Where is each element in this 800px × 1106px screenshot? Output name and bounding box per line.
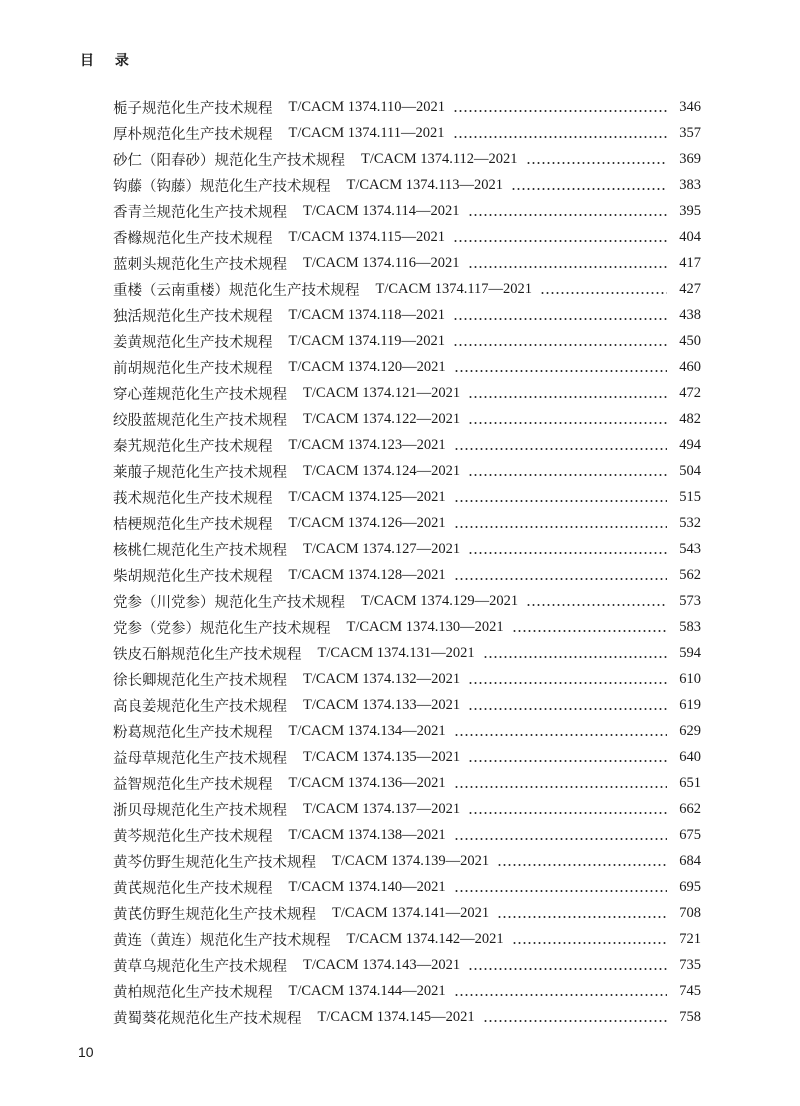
toc-entry-standard-code: T/CACM 1374.116—2021	[303, 254, 460, 271]
toc-entry-standard-code: T/CACM 1374.119—2021	[288, 332, 446, 349]
toc-entry-page-number: 427	[679, 280, 701, 297]
toc-entry-page-number: 369	[679, 150, 701, 167]
page-number: 10	[78, 1044, 94, 1060]
toc-entry-page-number: 383	[679, 176, 701, 193]
toc-entry[interactable]	[113, 952, 701, 978]
toc-entry-title: 党参（川党参）规范化生产技术规程	[113, 594, 345, 611]
toc-entry-title: 穿心莲规范化生产技术规程	[113, 386, 287, 403]
toc-entry-page-number: 721	[679, 930, 701, 947]
toc-entry[interactable]	[113, 926, 701, 952]
toc-entry-standard-code: T/CACM 1374.118—2021	[288, 306, 446, 323]
toc-entry-title: 绞股蓝规范化生产技术规程	[113, 412, 287, 429]
toc-entry-title: 栀子规范化生产技术规程	[113, 100, 273, 117]
toc-entry[interactable]	[113, 406, 701, 432]
toc-entry-standard-code: T/CACM 1374.110—2021	[288, 98, 446, 115]
toc-dot-leader	[497, 906, 667, 920]
toc-dot-leader	[454, 438, 667, 452]
toc-entry-title: 桔梗规范化生产技术规程	[113, 516, 273, 533]
toc-entry[interactable]	[113, 588, 701, 614]
toc-entry-title: 粉葛规范化生产技术规程	[113, 724, 273, 741]
toc-entry-title: 黄柏规范化生产技术规程	[113, 984, 273, 1001]
toc-entry-page-number: 532	[679, 514, 701, 531]
toc-entry[interactable]	[113, 94, 701, 120]
toc-entry-standard-code: T/CACM 1374.138—2021	[288, 826, 446, 843]
toc-dot-leader	[468, 698, 667, 712]
toc-entry-page-number: 610	[679, 670, 701, 687]
toc-entry-page-number: 460	[679, 358, 701, 375]
toc-entry-standard-code: T/CACM 1374.123—2021	[288, 436, 446, 453]
toc-entry-page-number: 562	[679, 566, 701, 583]
toc-entry-page-number: 494	[679, 436, 701, 453]
toc-entry-standard-code: T/CACM 1374.115—2021	[288, 228, 446, 245]
toc-dot-leader	[526, 152, 667, 166]
toc-entry-standard-code: T/CACM 1374.133—2021	[303, 696, 461, 713]
toc-entry[interactable]	[113, 978, 701, 1004]
toc-entry-standard-code: T/CACM 1374.131—2021	[317, 644, 475, 661]
toc-entry-standard-code: T/CACM 1374.113—2021	[346, 176, 504, 193]
toc-entry[interactable]	[113, 692, 701, 718]
toc-dot-leader	[453, 334, 667, 348]
toc-entry-title: 益智规范化生产技术规程	[113, 776, 273, 793]
toc-entry[interactable]	[113, 120, 701, 146]
toc-entry-standard-code: T/CACM 1374.127—2021	[303, 540, 461, 557]
toc-entry-page-number: 640	[679, 748, 701, 765]
toc-entry-title: 香青兰规范化生产技术规程	[113, 204, 287, 221]
toc-entry[interactable]	[113, 302, 701, 328]
toc-entry-standard-code: T/CACM 1374.144—2021	[288, 982, 446, 999]
toc-entry-page-number: 573	[679, 592, 701, 609]
toc-entry-page-number: 395	[679, 202, 701, 219]
toc-entry-standard-code: T/CACM 1374.117—2021	[375, 280, 533, 297]
toc-entry-page-number: 543	[679, 540, 701, 557]
toc-entry[interactable]	[113, 848, 701, 874]
toc-entry-standard-code: T/CACM 1374.129—2021	[361, 592, 519, 609]
toc-entry-standard-code: T/CACM 1374.143—2021	[303, 956, 461, 973]
toc-entry[interactable]	[113, 328, 701, 354]
toc-entry-standard-code: T/CACM 1374.111—2021	[288, 124, 445, 141]
toc-dot-leader	[453, 230, 667, 244]
toc-entry-title: 黄芪仿野生规范化生产技术规程	[113, 906, 316, 923]
toc-dot-leader	[454, 516, 667, 530]
toc-entry-standard-code: T/CACM 1374.140—2021	[288, 878, 446, 895]
toc-entry-standard-code: T/CACM 1374.112—2021	[361, 150, 518, 167]
toc-entry-standard-code: T/CACM 1374.132—2021	[303, 670, 461, 687]
toc-entry-page-number: 594	[679, 644, 701, 661]
toc-entry[interactable]	[113, 614, 701, 640]
toc-entry-title: 莪术规范化生产技术规程	[113, 490, 273, 507]
toc-entry-title: 柴胡规范化生产技术规程	[113, 568, 273, 585]
toc-dot-leader	[540, 282, 667, 296]
toc-entry[interactable]	[113, 718, 701, 744]
toc-entry-page-number: 357	[679, 124, 701, 141]
toc-entry[interactable]	[113, 822, 701, 848]
toc-dot-leader	[453, 126, 667, 140]
toc-entry-title: 重楼（云南重楼）规范化生产技术规程	[113, 282, 360, 299]
toc-dot-leader	[468, 802, 667, 816]
toc-dot-leader	[512, 620, 667, 634]
toc-dot-leader	[468, 958, 667, 972]
toc-entry-page-number: 472	[679, 384, 701, 401]
toc-entry[interactable]	[113, 484, 701, 510]
toc-entry[interactable]	[113, 874, 701, 900]
toc-dot-leader	[468, 750, 667, 764]
toc-entry-title: 黄连（黄连）规范化生产技术规程	[113, 932, 331, 949]
toc-dot-leader	[512, 932, 667, 946]
toc-entry-title: 蓝刺头规范化生产技术规程	[113, 256, 287, 273]
toc-entry-title: 黄芩规范化生产技术规程	[113, 828, 273, 845]
toc-entry[interactable]	[113, 146, 701, 172]
toc-dot-leader	[526, 594, 667, 608]
toc-entry[interactable]	[113, 510, 701, 536]
toc-entry-page-number: 708	[679, 904, 701, 921]
toc-entry-standard-code: T/CACM 1374.141—2021	[332, 904, 490, 921]
toc-entry[interactable]	[113, 1004, 701, 1030]
toc-entry-page-number: 482	[679, 410, 701, 427]
toc-dot-leader	[454, 828, 667, 842]
toc-dot-leader	[511, 178, 667, 192]
toc-entry-standard-code: T/CACM 1374.134—2021	[288, 722, 446, 739]
toc-dot-leader	[468, 386, 667, 400]
toc-dot-leader	[454, 724, 667, 738]
toc-dot-leader	[468, 542, 667, 556]
toc-dot-leader	[468, 464, 667, 478]
table-of-contents	[113, 94, 701, 1030]
toc-entry-standard-code: T/CACM 1374.124—2021	[303, 462, 461, 479]
toc-entry-title: 黄芪规范化生产技术规程	[113, 880, 273, 897]
toc-entry[interactable]	[113, 666, 701, 692]
toc-entry[interactable]	[113, 250, 701, 276]
toc-entry-title: 香橼规范化生产技术规程	[113, 230, 273, 247]
toc-entry-title: 浙贝母规范化生产技术规程	[113, 802, 287, 819]
toc-dot-leader	[483, 646, 667, 660]
toc-entry-page-number: 695	[679, 878, 701, 895]
toc-entry[interactable]	[113, 900, 701, 926]
toc-entry-standard-code: T/CACM 1374.136—2021	[288, 774, 446, 791]
page-title: 目 录	[80, 53, 137, 69]
toc-entry-page-number: 662	[679, 800, 701, 817]
toc-entry-page-number: 515	[679, 488, 701, 505]
toc-entry-title: 钩藤（钩藤）规范化生产技术规程	[113, 178, 331, 195]
toc-entry-title: 黄芩仿野生规范化生产技术规程	[113, 854, 316, 871]
toc-entry-page-number: 758	[679, 1008, 701, 1025]
toc-entry-standard-code: T/CACM 1374.128—2021	[288, 566, 446, 583]
toc-entry-title: 姜黄规范化生产技术规程	[113, 334, 273, 351]
toc-entry-page-number: 404	[679, 228, 701, 245]
toc-entry-title: 莱菔子规范化生产技术规程	[113, 464, 287, 481]
toc-dot-leader	[453, 100, 667, 114]
toc-entry-title: 黄蜀葵花规范化生产技术规程	[113, 1010, 302, 1027]
toc-entry-page-number: 583	[679, 618, 701, 635]
toc-entry[interactable]	[113, 640, 701, 666]
toc-entry-standard-code: T/CACM 1374.114—2021	[303, 202, 460, 219]
toc-entry-standard-code: T/CACM 1374.137—2021	[303, 800, 461, 817]
toc-dot-leader	[468, 256, 667, 270]
toc-entry-page-number: 735	[679, 956, 701, 973]
toc-entry-title: 党参（党参）规范化生产技术规程	[113, 620, 331, 637]
toc-entry[interactable]	[113, 432, 701, 458]
toc-dot-leader	[453, 308, 667, 322]
toc-entry-title: 厚朴规范化生产技术规程	[113, 126, 273, 143]
toc-entry-title: 秦艽规范化生产技术规程	[113, 438, 273, 455]
toc-entry-page-number: 438	[679, 306, 701, 323]
toc-entry-title: 徐长卿规范化生产技术规程	[113, 672, 287, 689]
toc-entry-title: 高良姜规范化生产技术规程	[113, 698, 287, 715]
toc-entry-title: 前胡规范化生产技术规程	[113, 360, 273, 377]
toc-entry[interactable]	[113, 172, 701, 198]
toc-entry-standard-code: T/CACM 1374.142—2021	[346, 930, 504, 947]
toc-dot-leader	[468, 204, 667, 218]
toc-dot-leader	[454, 568, 667, 582]
toc-dot-leader	[497, 854, 667, 868]
toc-entry-page-number: 651	[679, 774, 701, 791]
toc-entry[interactable]	[113, 276, 701, 302]
toc-entry[interactable]	[113, 744, 701, 770]
toc-dot-leader	[454, 490, 667, 504]
toc-entry-page-number: 629	[679, 722, 701, 739]
toc-entry-standard-code: T/CACM 1374.126—2021	[288, 514, 446, 531]
toc-entry[interactable]	[113, 536, 701, 562]
toc-entry[interactable]	[113, 796, 701, 822]
toc-dot-leader	[454, 360, 667, 374]
toc-dot-leader	[468, 672, 667, 686]
toc-entry-standard-code: T/CACM 1374.121—2021	[303, 384, 461, 401]
toc-entry-title: 独活规范化生产技术规程	[113, 308, 273, 325]
toc-entry-title: 核桃仁规范化生产技术规程	[113, 542, 287, 559]
toc-dot-leader	[483, 1010, 667, 1024]
toc-entry-title: 益母草规范化生产技术规程	[113, 750, 287, 767]
toc-entry-standard-code: T/CACM 1374.139—2021	[332, 852, 490, 869]
toc-entry-page-number: 346	[679, 98, 701, 115]
toc-dot-leader	[454, 776, 667, 790]
toc-entry-standard-code: T/CACM 1374.122—2021	[303, 410, 461, 427]
toc-entry-page-number: 417	[679, 254, 701, 271]
toc-entry[interactable]	[113, 198, 701, 224]
toc-entry[interactable]	[113, 562, 701, 588]
toc-entry-page-number: 684	[679, 852, 701, 869]
toc-entry-title: 砂仁（阳春砂）规范化生产技术规程	[113, 152, 345, 169]
toc-entry[interactable]	[113, 770, 701, 796]
toc-entry-title: 黄草乌规范化生产技术规程	[113, 958, 287, 975]
toc-dot-leader	[454, 880, 667, 894]
toc-entry-standard-code: T/CACM 1374.120—2021	[288, 358, 446, 375]
toc-entry-page-number: 504	[679, 462, 701, 479]
toc-entry-title: 铁皮石斛规范化生产技术规程	[113, 646, 302, 663]
toc-entry-standard-code: T/CACM 1374.130—2021	[346, 618, 504, 635]
toc-entry-page-number: 450	[679, 332, 701, 349]
toc-entry[interactable]	[113, 224, 701, 250]
toc-entry[interactable]	[113, 354, 701, 380]
toc-entry[interactable]	[113, 458, 701, 484]
toc-entry-standard-code: T/CACM 1374.145—2021	[317, 1008, 475, 1025]
toc-entry-page-number: 619	[679, 696, 701, 713]
toc-entry-standard-code: T/CACM 1374.125—2021	[288, 488, 446, 505]
toc-dot-leader	[468, 412, 667, 426]
toc-entry-page-number: 675	[679, 826, 701, 843]
toc-entry[interactable]	[113, 380, 701, 406]
toc-dot-leader	[454, 984, 667, 998]
toc-entry-page-number: 745	[679, 982, 701, 999]
toc-entry-standard-code: T/CACM 1374.135—2021	[303, 748, 461, 765]
